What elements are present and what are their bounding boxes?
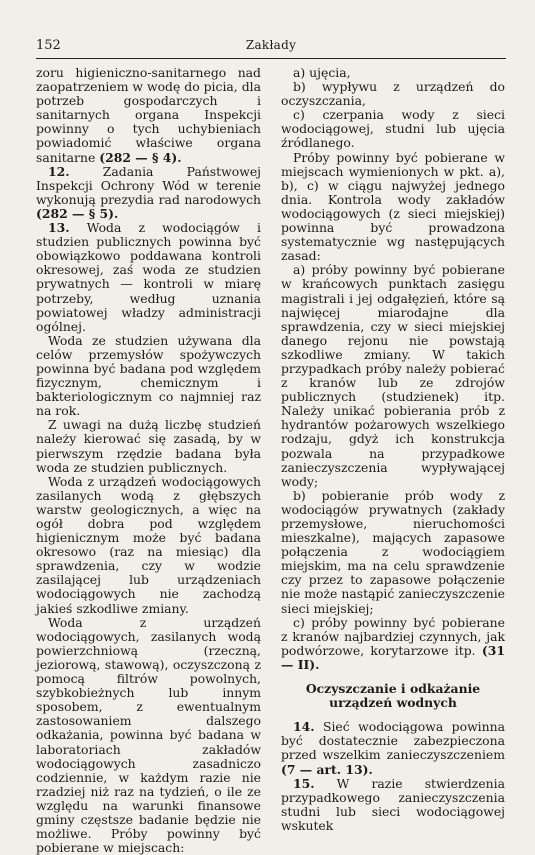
paragraph-13-c: Z uwagi na dużą liczbę studzień należy kierować się zasadą, by w pierwszym rzędzie badana była woda ze studzien publicznych. bbox=[36, 417, 261, 475]
paragraph-14: 14. Sieć wodociągowa powinna być dostatecznie zabezpieczona przed wszelkim zanieczyszczeniem (7 — art. 13). bbox=[281, 719, 505, 777]
paragraph-13-b: Woda ze studzien używana dla celów przemysłów spożywczych powinna być badana pod względem fizycznym, chemicznym i bakteriologicznym co najmniej raz na rok. bbox=[36, 332, 261, 419]
paragraph-12: 12. Zadania Państwowej Inspekcji Ochrony Wód w terenie wykonują prezydia rad narodowych (282 — § 5). bbox=[36, 163, 261, 221]
paragraph-13: 13. Woda z wodociągów i studzien publicznych powinna być obowiązkowo poddawana kontroli okresowej, zaś woda ze studzien prywatnych — kontroli w miarę potrzeby, według uznania powiatowej władzy administracji ogólnej. bbox=[36, 220, 261, 334]
list-item-b: b) wypływu z urządzeń do oczyszczania, bbox=[281, 79, 505, 109]
page-header bbox=[36, 38, 506, 56]
sub-item-b: b) pobieranie prób wody z wodociągów prywatnych (zakłady przemysłowe, nieruchomości mieszkalne), mających zapasowe połączenia z wodociągiem miejskim, ma na celu sprawdzenie czy przez to zapasowe połączenie nie może nastąpić zanieczyszczenie sieci miejskiej; bbox=[281, 487, 505, 616]
header-rule bbox=[36, 58, 506, 59]
list-item-c: c) czerpania wody z sieci wodociągowej, studni lub ujęcia źródlanego. bbox=[281, 107, 505, 151]
page-number: 152 bbox=[36, 38, 61, 53]
paragraph-13-e: Woda z urządzeń wodociągowych, zasilanych wodą powierzchniową (rzeczną, jeziorową, stawową), oczyszczoną z pomocą filtrów powolnych, szybkobieżnych lub innym sposobem, z ewentualnym zastosowaniem dalszego odkażania, powinna być badana w laboratoriach zakładów wodociągowych zasadniczo codziennie, w każdym razie nie rzadziej niż raz na tydzień, o ile ze względu na warunki finansowe gminy częstsze badanie będzie nie możliwe. Próby powinny być pobierane w miejscach: bbox=[36, 614, 261, 855]
paragraph-13-d: Woda z urządzeń wodociągowych zasilanych wodą z głębszych warstw geologicznych, a więc na ogół dobra pod względem higienicznym może być badana okresowo (raz na miesiąc) dla sprawdzenia, czy w wodzie zasilającej lub urządzeniach wodociągowych nie zachodzą jakieś szkodliwe zmiany. bbox=[36, 473, 261, 616]
running-title: Zakłady bbox=[245, 38, 297, 52]
right-column bbox=[281, 66, 505, 833]
paragraph-sampling: Próby powinny być pobierane w miejscach wymienionych w pkt. a), b), c) w ciągu najwyżej jednego dnia. Kontrola wody zakładów wodociągowych (z sieci miejskiej) powinna być prowadzona systematycznie wg następujących zasad: bbox=[281, 149, 505, 264]
sub-item-c: c) próby powinny być pobierane z kranów najbardziej czynnych, jak podwórzowe, korytarzowe itp. (31 — II). bbox=[281, 614, 505, 672]
section-heading: Oczyszczanie i odkażanie urządzeń wodnych bbox=[305, 681, 481, 711]
paragraph-continuation: zoru higieniczno-sanitarnego nad zaopatrzeniem w wodę do picia, dla potrzeb gospodarczych i sanitarnych organa Inspekcji powinny o tych uchybieniach powiadomić właściwe organa sanitarne (282 — § 4). bbox=[36, 65, 261, 165]
list-item-a: a) ujęcia, bbox=[293, 65, 351, 80]
sub-item-a: a) próby powinny być pobierane w krańcowych punktach zasięgu magistrali i jej odgałęzień, które są najwięcej miarodajne dla sprawdzenia, czy w sieci miejskiej danego rejonu nie powstają szkodliwe zmiany. W takich przypadkach próby należy pobierać z kranów lub ze zdrojów publicznych (studzienek) itp. Należy unikać pobierania prób z hydrantów pożarowych wszelkiego rodzaju, gdyż ich konstrukcja pozwala na przypadkowe zanieczyszczenia wypływającej wody; bbox=[281, 262, 505, 489]
left-column bbox=[36, 66, 261, 855]
paragraph-15: 15. W razie stwierdzenia przypadkowego zanieczyszczenia studni lub sieci wodociągowej wskutek bbox=[281, 775, 505, 833]
